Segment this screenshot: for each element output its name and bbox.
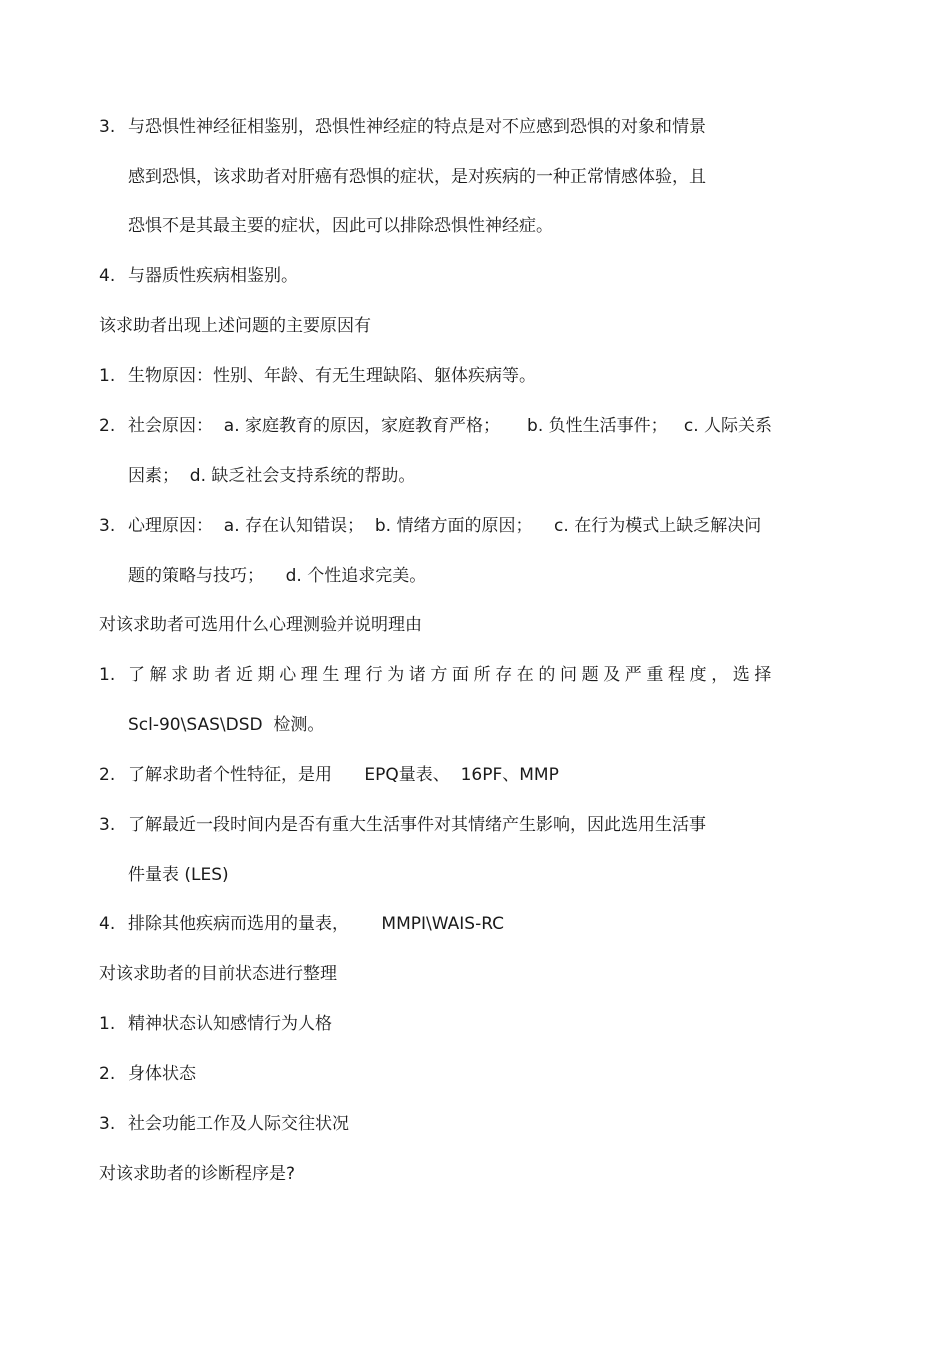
list-number: 3.: [99, 1114, 116, 1134]
paragraph-line: 精神状态认知感情行为人格: [128, 1014, 332, 1034]
paragraph-line: 身体状态: [128, 1064, 196, 1084]
list-number: 2.: [99, 765, 116, 785]
paragraph-line: Scl-90\SAS\DSD 检测。: [128, 715, 325, 735]
list-number: 1.: [99, 1014, 116, 1034]
paragraph-line: 感到恐惧，该求助者对肝癌有恐惧的症状，是对疾病的一种正常情感体验，且: [128, 167, 706, 187]
paragraph-line: 心理原因： a. 存在认知错误； b. 情绪方面的原因； c. 在行为模式上缺乏解决问: [128, 516, 762, 536]
paragraph-line: 社会功能工作及人际交往状况: [128, 1114, 349, 1134]
list-number: 2.: [99, 416, 116, 436]
paragraph-line: 题的策略与技巧； d. 个性追求完美。: [128, 566, 427, 586]
paragraph-line: 因素； d. 缺乏社会支持系统的帮助。: [128, 466, 416, 486]
paragraph-line: 了解求助者个性特征，是用 EPQ量表、 16PF、MMP: [128, 765, 559, 785]
list-number: 3.: [99, 516, 116, 536]
paragraph-line: 与器质性疾病相鉴别。: [128, 266, 298, 286]
section-heading: 对该求助者的目前状态进行整理: [99, 964, 337, 984]
paragraph-line: 排除其他疾病而选用的量表， MMPI\WAIS-RC: [128, 914, 505, 934]
paragraph-line: 了解最近一段时间内是否有重大生活事件对其情绪产生影响，因此选用生活事: [128, 815, 706, 835]
list-number: 4.: [99, 914, 116, 934]
list-number: 2.: [99, 1064, 116, 1084]
list-number: 3.: [99, 815, 116, 835]
section-heading: 对该求助者的诊断程序是?: [99, 1164, 296, 1184]
paragraph-line: 生物原因：性别、年龄、有无生理缺陷、躯体疾病等。: [128, 366, 536, 386]
paragraph-line: 与恐惧性神经征相鉴别，恐惧性神经症的特点是对不应感到恐惧的对象和情景: [128, 117, 706, 137]
section-heading: 对该求助者可选用什么心理测验并说明理由: [99, 615, 422, 635]
paragraph-line: 社会原因： a. 家庭教育的原因，家庭教育严格； b. 负性生活事件； c. 人际关系: [128, 416, 773, 436]
list-number: 3.: [99, 117, 116, 137]
section-heading: 该求助者出现上述问题的主要原因有: [99, 316, 371, 336]
list-number: 1.: [99, 665, 116, 685]
paragraph-line: 件量表 (LES): [128, 865, 229, 885]
paragraph-line: 恐惧不是其最主要的症状，因此可以排除恐惧性神经症。: [128, 216, 553, 236]
paragraph-line: 了解求助者近期心理生理行为诸方面所存在的问题及严重程度，选择: [128, 665, 776, 685]
list-number: 4.: [99, 266, 116, 286]
list-number: 1.: [99, 366, 116, 386]
